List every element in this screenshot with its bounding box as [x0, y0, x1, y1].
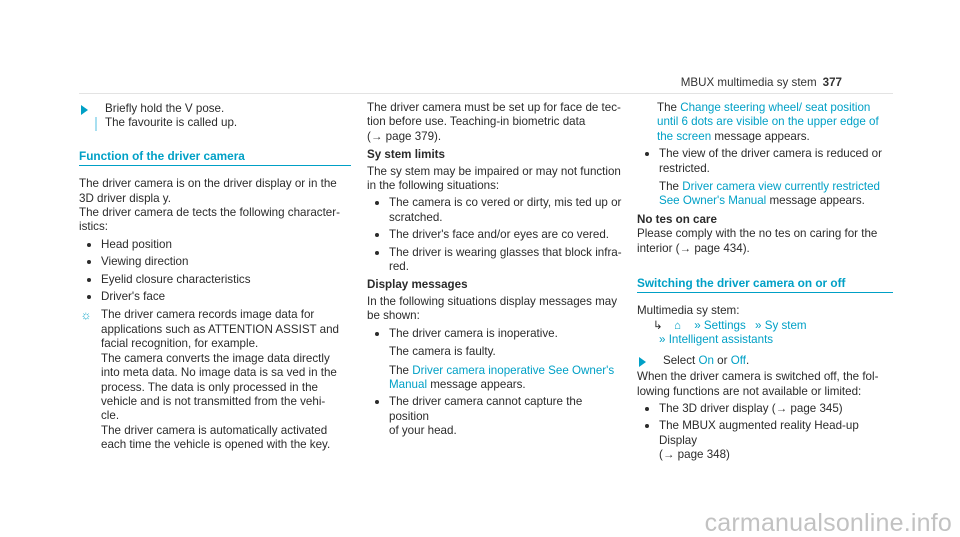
- list-item-text: The camera is faulty.: [389, 345, 496, 359]
- list-item-text: Head position: [101, 237, 172, 251]
- list-item: [637, 147, 893, 209]
- paragraph-line: in the following situations:: [367, 179, 500, 193]
- note-line: The driver camera records image data for: [101, 308, 315, 322]
- chevron-right-icon: »: [659, 333, 666, 347]
- chevron-right-icon: »: [694, 318, 701, 332]
- paragraph-line: 3D driver displa y.: [79, 191, 171, 205]
- bullet-icon: [645, 424, 649, 428]
- display-message: Driver camera view currently restricted: [682, 180, 881, 194]
- paragraph-line: The driver camera must be set up for face de tec-: [367, 101, 621, 114]
- bullet-icon: [645, 152, 649, 156]
- list-item: [79, 290, 351, 304]
- path-settings[interactable]: Settings: [703, 318, 746, 332]
- column-1: [79, 101, 351, 453]
- step-text: Briefly hold the V pose.: [105, 102, 225, 115]
- list-item-text: scratched.: [389, 210, 443, 224]
- list-item-text: The driver's face and/or eyes are co vered.: [389, 228, 610, 242]
- note-line: The camera converts the image data directly: [101, 351, 330, 365]
- list-item: [367, 246, 622, 275]
- display-message: See Owner's Manual: [659, 194, 767, 208]
- bullet-icon: [375, 332, 379, 336]
- paragraph-line: Please comply with the no tes on caring for the: [637, 227, 878, 241]
- note-line: process. The data is only processed in the: [101, 380, 318, 394]
- bullet-icon: [375, 251, 379, 255]
- note-line: each time the vehicle is opened with the key.: [101, 438, 331, 452]
- list-item: [367, 196, 622, 225]
- display-message: Driver camera inoperative See Owner's: [412, 363, 615, 377]
- display-message: the screen: [657, 129, 712, 143]
- menu-path: [637, 319, 893, 348]
- home-icon[interactable]: ⌂: [673, 318, 681, 332]
- watermark: carmanualsonline.info: [704, 508, 952, 537]
- section-heading: Function of the driver camera: [79, 148, 245, 163]
- heading-rule: [637, 292, 893, 293]
- page-reference[interactable]: (→ page 379).: [367, 129, 442, 143]
- text: The: [657, 101, 677, 114]
- column-2: [367, 101, 622, 439]
- note-line: cle.: [101, 409, 120, 423]
- option-on[interactable]: On: [698, 353, 714, 367]
- heading-rule: [79, 165, 351, 166]
- path-start-icon: ↳: [653, 318, 663, 332]
- display-message: Change steering wheel/ seat position: [680, 101, 871, 114]
- section-heading-block: [79, 149, 351, 166]
- paragraph-line: When the driver camera is switched off, the fol-: [637, 370, 879, 384]
- running-header: [681, 76, 842, 90]
- text: The: [389, 363, 409, 377]
- list-item-text: The MBUX augmented reality Head-up Display: [659, 419, 859, 447]
- path-system[interactable]: Sy stem: [764, 318, 807, 332]
- display-message: until 6 dots are visible on the upper edge of: [657, 115, 879, 129]
- bullet-icon: [87, 278, 91, 282]
- list-item-text: The driver is wearing glasses that block infra-: [389, 245, 622, 259]
- page-reference[interactable]: interior (→ page 434).: [637, 241, 750, 255]
- note-line: facial recognition, for example.: [101, 337, 259, 351]
- note-line: The driver camera is automatically activated: [101, 423, 328, 437]
- list-item: [79, 238, 351, 252]
- note-line: into meta data. No image data is sa ved in the: [101, 366, 337, 380]
- list-item-text: restricted.: [659, 161, 710, 175]
- text: message appears.: [714, 129, 810, 143]
- bullet-icon: [375, 400, 379, 404]
- list-item-text: Driver's face: [101, 290, 166, 304]
- list-item-text: Eyelid closure characteristics: [101, 272, 251, 286]
- text: message appears.: [769, 194, 865, 208]
- step-arrow-icon: [639, 357, 646, 367]
- note-line: applications such as ATTENTION ASSIST and: [101, 322, 339, 336]
- menu-path-label: Multimedia sy stem:: [637, 304, 740, 318]
- bullet-icon: [87, 295, 91, 299]
- text: Select: [663, 353, 696, 367]
- text: or: [717, 353, 728, 367]
- result-bar: [95, 117, 97, 131]
- list-item: [637, 419, 893, 462]
- paragraph-line: In the following situations display messages may: [367, 294, 618, 308]
- section-title: MBUX multimedia sy stem: [680, 76, 817, 89]
- bullet-icon: [375, 233, 379, 237]
- bullet-icon: [87, 260, 91, 264]
- paragraph-line: be shown:: [367, 309, 420, 323]
- list-item-text: The view of the driver camera is reduced or: [659, 147, 882, 161]
- list-item-text: of your head.: [389, 424, 457, 438]
- paragraph-line: The sy stem may be impaired or may not function: [367, 164, 621, 178]
- path-intelligent-assistants[interactable]: Intelligent assistants: [668, 333, 774, 347]
- paragraph-line: lowing functions are not available or limited:: [637, 384, 862, 398]
- subheading-display-messages: Display messages: [367, 278, 468, 292]
- step-arrow-icon: [81, 105, 88, 115]
- list-item: [367, 228, 622, 242]
- note-line: vehicle and is not transmitted from the vehi-: [101, 394, 326, 408]
- list-item-text: The 3D driver display (→ page 345): [659, 401, 843, 415]
- instruction-step: [79, 102, 351, 131]
- bullet-icon: [375, 201, 379, 205]
- paragraph-line: The driver camera de tects the following character-: [79, 206, 340, 220]
- column-3: [637, 101, 893, 463]
- list-item-text: The camera is co vered or dirty, mis ted up or: [389, 196, 622, 210]
- paragraph-line: The driver camera is on the driver display or in the: [79, 177, 337, 191]
- list-item-text: Viewing direction: [101, 255, 189, 269]
- paragraph-line: tion before use. Teaching-in biometric data: [367, 115, 586, 129]
- list-item: [79, 255, 351, 269]
- display-message: Manual: [389, 377, 428, 391]
- step-result: The favourite is called up.: [105, 116, 238, 130]
- bullet-icon: [87, 243, 91, 247]
- chevron-right-icon: »: [755, 318, 762, 332]
- list-item: [367, 327, 622, 393]
- text: The: [659, 180, 679, 194]
- list-item-text: (→ page 348): [659, 448, 730, 462]
- list-item: [79, 273, 351, 287]
- header-rule: [79, 93, 893, 94]
- section-heading-block: [637, 276, 893, 293]
- subheading-notes-on-care: No tes on care: [637, 212, 717, 226]
- list-item-text: red.: [389, 260, 409, 274]
- paragraph-line: istics:: [79, 220, 108, 234]
- text: message appears.: [430, 377, 526, 391]
- bullet-icon: [645, 407, 649, 411]
- page-number: 377: [822, 76, 842, 89]
- list-item-text: The driver camera is inoperative.: [389, 326, 558, 340]
- lightbulb-icon: ☼: [80, 308, 92, 323]
- section-heading: Switching the driver camera on or off: [637, 276, 846, 291]
- list-item: [367, 395, 622, 438]
- list-item-text: The driver camera cannot capture the position: [389, 395, 583, 423]
- info-note: [79, 308, 351, 452]
- subheading-system-limits: Sy stem limits: [367, 148, 445, 162]
- instruction-step: Select On or Off.: [637, 354, 893, 368]
- list-item: [637, 402, 893, 416]
- option-off[interactable]: Off: [730, 353, 746, 367]
